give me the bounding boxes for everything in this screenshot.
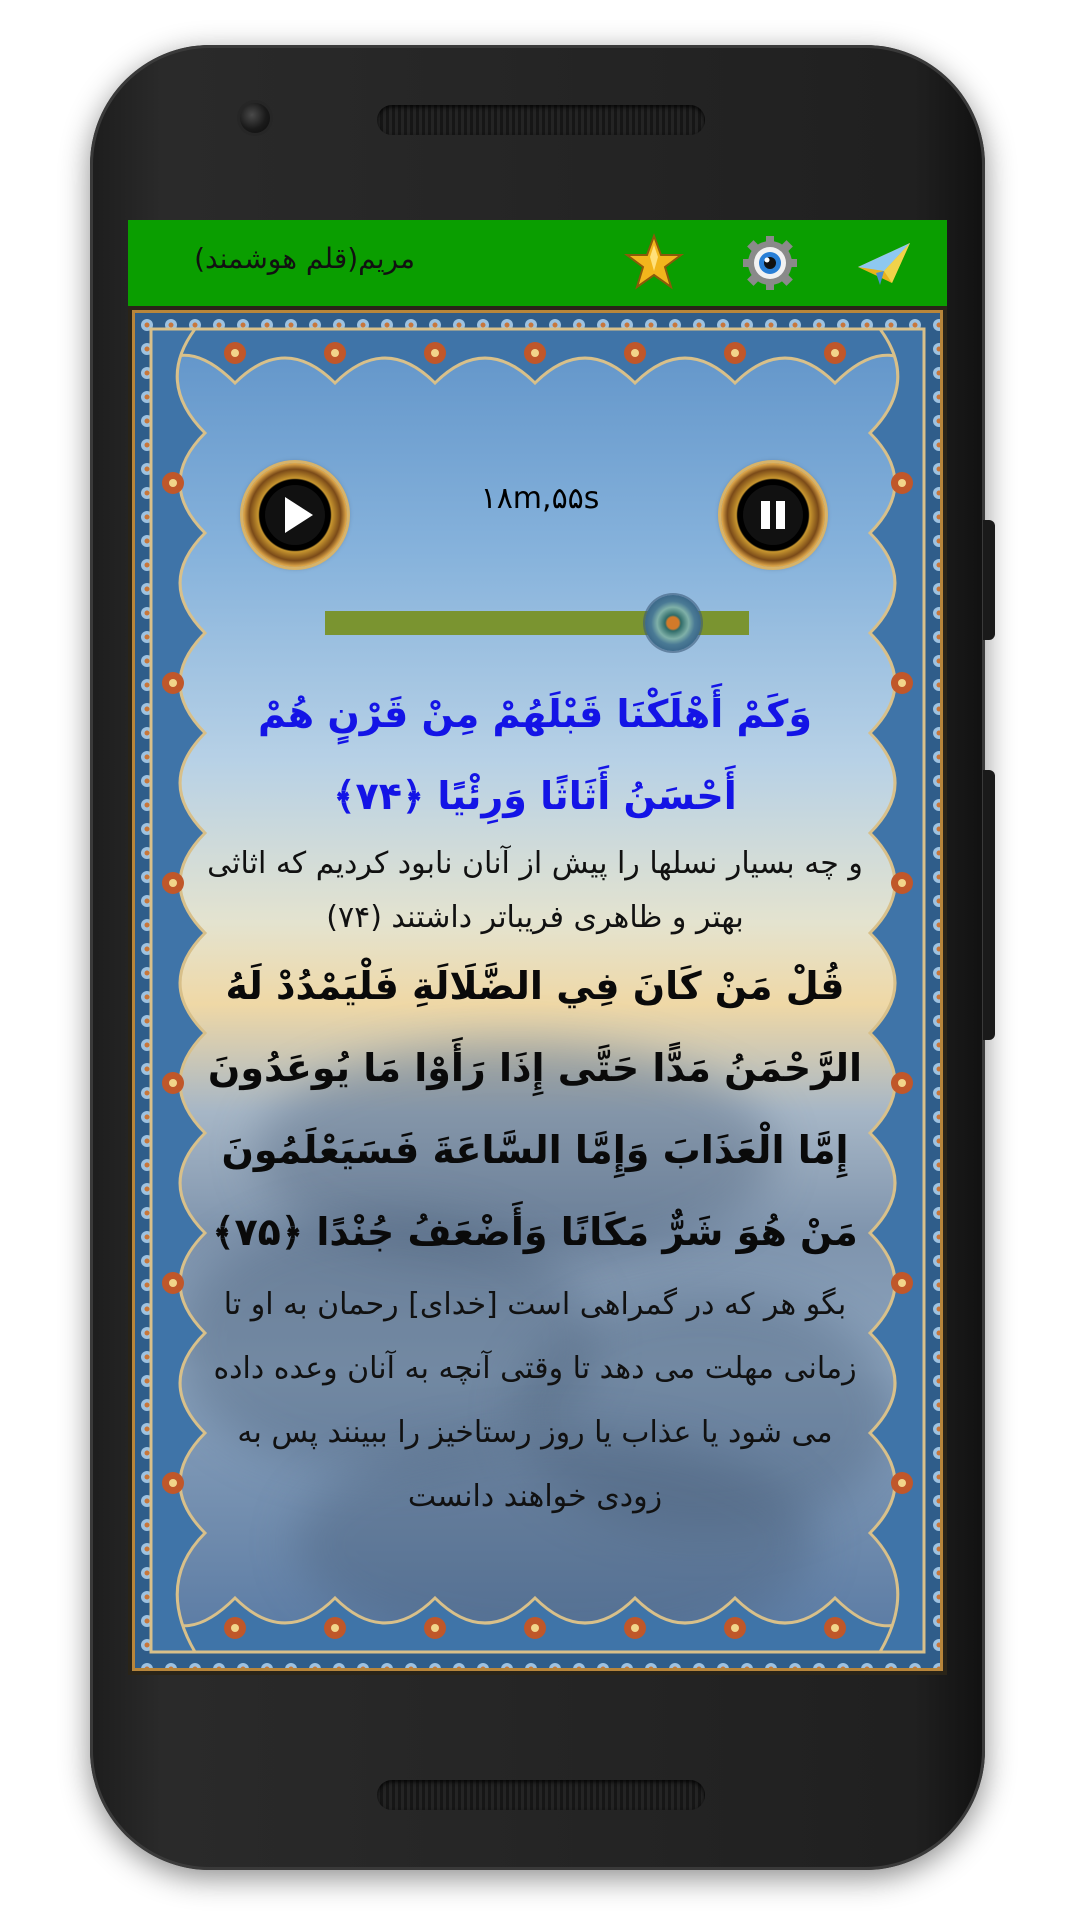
send-icon[interactable] <box>854 233 914 293</box>
play-button[interactable] <box>243 463 347 567</box>
star-icon[interactable] <box>624 233 684 293</box>
ayah-74: وَكَمْ أَهْلَكْنَا قَبْلَهُمْ مِنْ قَرْنٍ هُمْ أَحْسَنُ أَثَاثًا وَرِئْيًا ﴿۷۴﴾ <box>257 692 813 818</box>
bottom-speaker <box>377 1780 705 1810</box>
pause-icon <box>721 463 825 567</box>
verse-text-area <box>205 673 865 1633</box>
reading-panel <box>132 310 943 1671</box>
seek-thumb[interactable] <box>645 595 701 651</box>
content-frame <box>128 306 947 1675</box>
front-camera <box>240 103 270 133</box>
top-speaker <box>377 105 705 135</box>
play-icon <box>243 463 347 567</box>
settings-icon[interactable] <box>740 233 800 293</box>
playback-timer: ۱۸m,۵۵s <box>480 481 600 516</box>
phone-screen <box>128 220 947 1675</box>
pause-button[interactable] <box>721 463 825 567</box>
app-toolbar <box>128 220 947 306</box>
phone-side-button <box>983 520 995 640</box>
translation-74: و چه بسیار نسلها را پیش از آنان نابود کردیم که اثاثی بهتر و ظاهری فریباتر داشتند (۷۴) <box>207 846 863 935</box>
translation-75: بگو هر که در گمراهی است [خدای] رحمان به او تا زمانی مهلت می دهد تا وقتی آنچه به آنان وعده داده می شود یا عذاب یا روز رستاخیز را ببینند پس به زودی خواهند دانست <box>213 1287 857 1514</box>
phone-volume-button <box>983 770 995 1040</box>
ayah-75: قُلْ مَنْ كَانَ فِي الضَّلَالَةِ فَلْيَمْدُدْ لَهُ الرَّحْمَنُ مَدًّا حَتَّى إِذَا رَأَوْا مَا يُوعَدُونَ إِمَّا الْعَذَابَ وَإِمَّا السَّاعَةَ فَسَيَعْلَمُونَ مَنْ هُوَ شَرٌّ مَكَانًا وَأَضْعَفُ جُنْدًا ﴿۷۵﴾ <box>207 964 863 1254</box>
app-title: مریم(قلم هوشمند) <box>194 242 415 275</box>
